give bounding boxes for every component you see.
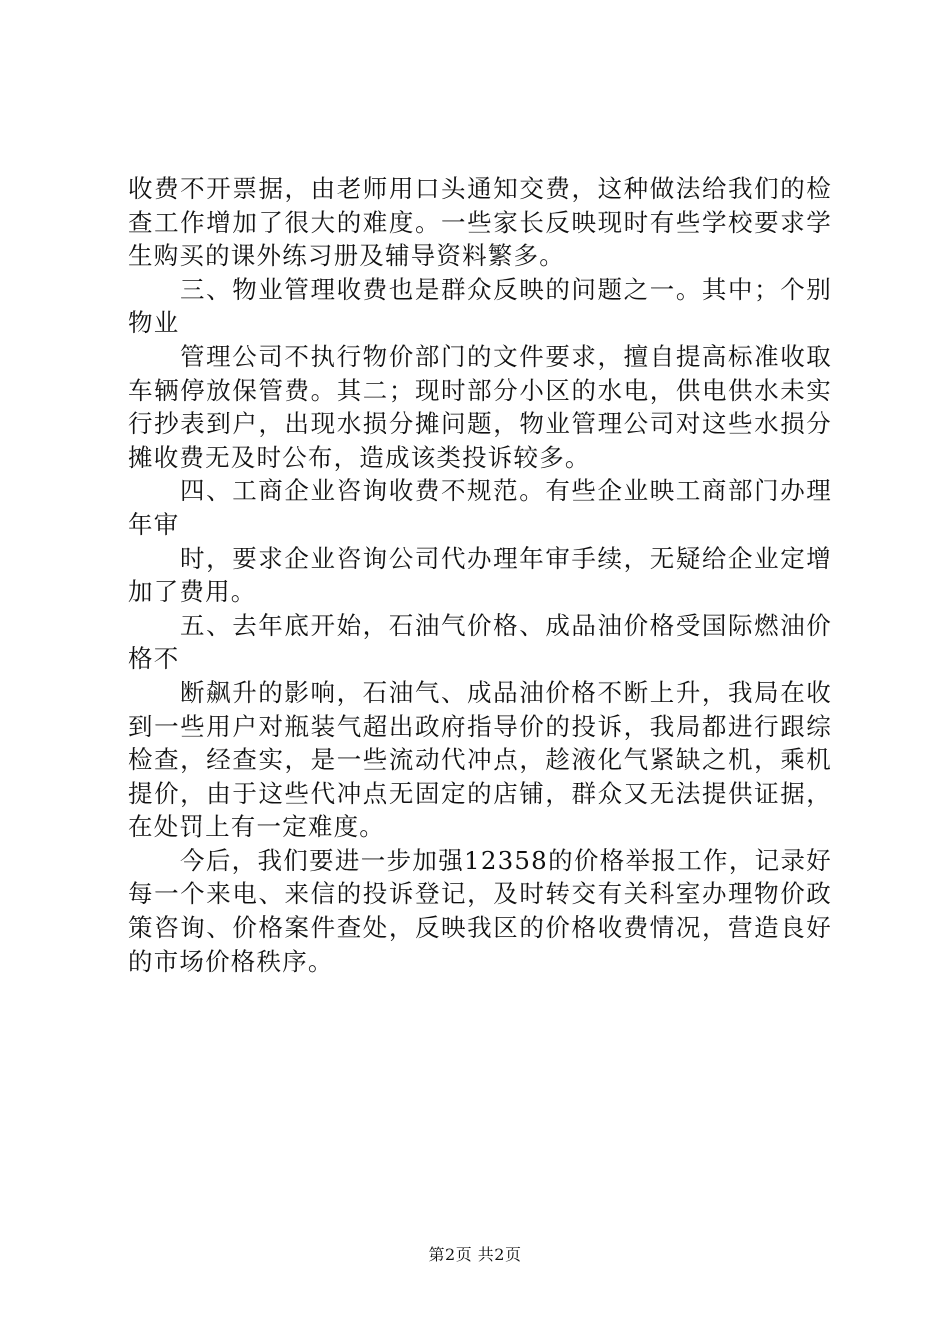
text-line: 的市场价格秩序。 — [128, 946, 334, 976]
paragraph-start-line: 四、工商企业咨询收费不规范。有些企业映工商部门办理 — [180, 476, 832, 506]
paragraph-start-line: 今后，我们要进一步加强12358的价格举报工作，记录好 — [180, 845, 832, 875]
text-line: 检查，经查实，是一些流动代冲点，趁液化气紧缺之机，乘机 — [128, 745, 832, 775]
paragraph-start-line: 五、去年底开始，石油气价格、成品油价格受国际燃油价 — [180, 610, 832, 640]
text-line: 车辆停放保管费。其二；现时部分小区的水电，供电供水未实 — [128, 375, 832, 405]
text-line: 每一个来电、来信的投诉登记，及时转交有关科室办理物价政 — [128, 879, 832, 909]
text-line: 生购买的课外练习册及辅导资料繁多。 — [128, 241, 565, 271]
text-line: 提价，由于这些代冲点无固定的店铺，群众又无法提供证据， — [128, 778, 832, 808]
text-line: 管理公司不执行物价部门的文件要求，擅自提高标准收取 — [180, 341, 832, 371]
text-line: 在处罚上有一定难度。 — [128, 812, 385, 842]
text-line: 加了费用。 — [128, 577, 257, 607]
text-line: 查工作增加了很大的难度。一些家长反映现时有些学校要求学 — [128, 207, 832, 237]
paragraph-start-line: 三、物业管理收费也是群众反映的问题之一。其中；个别 — [180, 274, 832, 304]
text-line: 时，要求企业咨询公司代办理年审手续，无疑给企业定增 — [180, 543, 832, 573]
text-line: 行抄表到户，出现水损分摊问题，物业管理公司对这些水损分 — [128, 409, 832, 439]
text-line: 年审 — [128, 509, 180, 539]
text-line: 格不 — [128, 644, 180, 674]
text-line: 摊收费无及时公布，造成该类投诉较多。 — [128, 442, 591, 472]
document-body — [128, 172, 832, 978]
text-line: 断飙升的影响，石油气、成品油价格不断上升，我局在收 — [180, 677, 832, 707]
text-line: 策咨询、价格案件查处，反映我区的价格收费情况，营造良好 — [128, 913, 832, 943]
text-line: 到一些用户对瓶装气超出政府指导价的投诉，我局都进行跟综 — [128, 711, 832, 741]
text-line: 收费不开票据，由老师用口头通知交费，这种做法给我们的检 — [128, 174, 832, 203]
page-number-footer: 第2页 共2页 — [428, 1245, 522, 1264]
text-line: 物业 — [128, 308, 180, 338]
